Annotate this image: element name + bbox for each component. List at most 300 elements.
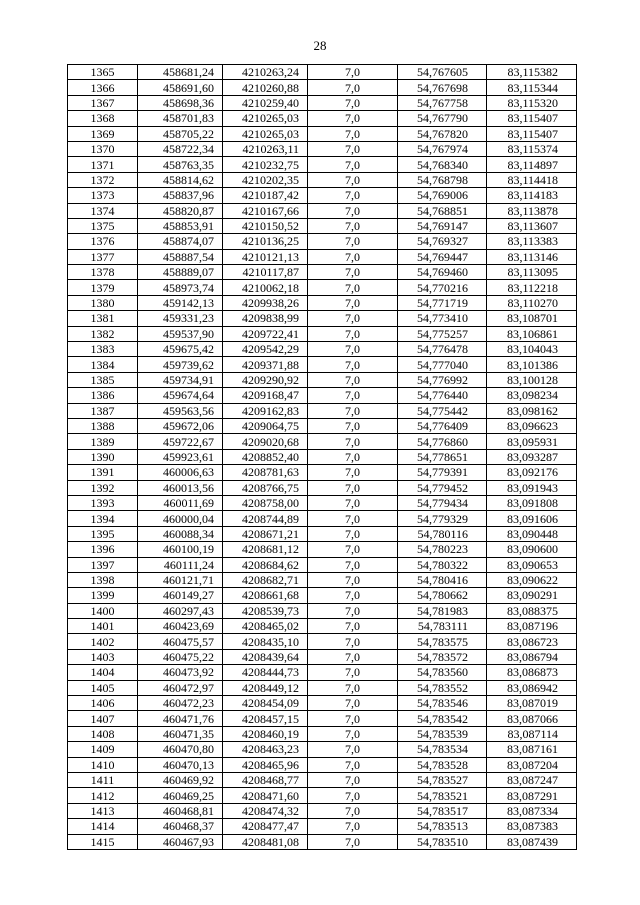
table-row	[68, 480, 577, 495]
latitude-cell: 54,769006	[398, 188, 487, 203]
y-coordinate-cell: 4209162,83	[223, 403, 308, 418]
table-row	[68, 311, 577, 326]
longitude-cell: 83,112218	[487, 280, 577, 295]
latitude-cell: 54,776409	[398, 418, 487, 433]
x-coordinate-cell: 458820,87	[138, 203, 223, 218]
latitude-cell: 54,770216	[398, 280, 487, 295]
value-cell: 7,0	[308, 218, 398, 233]
point-number-cell: 1396	[68, 542, 138, 557]
x-coordinate-cell: 460469,25	[138, 788, 223, 803]
value-cell: 7,0	[308, 603, 398, 618]
table-row	[68, 126, 577, 141]
point-number-cell: 1414	[68, 819, 138, 834]
value-cell: 7,0	[308, 326, 398, 341]
value-cell: 7,0	[308, 372, 398, 387]
table-row	[68, 342, 577, 357]
latitude-cell: 54,783560	[398, 665, 487, 680]
table-row	[68, 526, 577, 541]
table-row	[68, 834, 577, 849]
latitude-cell: 54,779391	[398, 465, 487, 480]
x-coordinate-cell: 459142,13	[138, 295, 223, 310]
latitude-cell: 54,783527	[398, 772, 487, 787]
table-row	[68, 449, 577, 464]
value-cell: 7,0	[308, 357, 398, 372]
y-coordinate-cell: 4209542,29	[223, 342, 308, 357]
y-coordinate-cell: 4208682,71	[223, 572, 308, 587]
table-row	[68, 203, 577, 218]
latitude-cell: 54,767790	[398, 111, 487, 126]
x-coordinate-cell: 459739,62	[138, 357, 223, 372]
table-row	[68, 711, 577, 726]
latitude-cell: 54,779434	[398, 495, 487, 510]
latitude-cell: 54,767974	[398, 141, 487, 156]
table-row	[68, 372, 577, 387]
point-number-cell: 1385	[68, 372, 138, 387]
table-row	[68, 696, 577, 711]
x-coordinate-cell: 460006,63	[138, 465, 223, 480]
point-number-cell: 1374	[68, 203, 138, 218]
point-number-cell: 1380	[68, 295, 138, 310]
longitude-cell: 83,115344	[487, 80, 577, 95]
latitude-cell: 54,768798	[398, 172, 487, 187]
longitude-cell: 83,087161	[487, 742, 577, 757]
y-coordinate-cell: 4208460,19	[223, 726, 308, 741]
y-coordinate-cell: 4208449,12	[223, 680, 308, 695]
x-coordinate-cell: 460100,19	[138, 542, 223, 557]
longitude-cell: 83,087114	[487, 726, 577, 741]
value-cell: 7,0	[308, 403, 398, 418]
table-row	[68, 803, 577, 818]
y-coordinate-cell: 4209722,41	[223, 326, 308, 341]
point-number-cell: 1407	[68, 711, 138, 726]
value-cell: 7,0	[308, 80, 398, 95]
longitude-cell: 83,091808	[487, 495, 577, 510]
longitude-cell: 83,086723	[487, 634, 577, 649]
point-number-cell: 1406	[68, 696, 138, 711]
value-cell: 7,0	[308, 803, 398, 818]
x-coordinate-cell: 458698,36	[138, 95, 223, 110]
table-row	[68, 403, 577, 418]
longitude-cell: 83,106861	[487, 326, 577, 341]
latitude-cell: 54,780223	[398, 542, 487, 557]
y-coordinate-cell: 4209938,26	[223, 295, 308, 310]
table-row	[68, 619, 577, 634]
longitude-cell: 83,113146	[487, 249, 577, 264]
value-cell: 7,0	[308, 311, 398, 326]
value-cell: 7,0	[308, 342, 398, 357]
point-number-cell: 1376	[68, 234, 138, 249]
value-cell: 7,0	[308, 726, 398, 741]
y-coordinate-cell: 4210263,11	[223, 141, 308, 156]
latitude-cell: 54,783539	[398, 726, 487, 741]
x-coordinate-cell: 460468,81	[138, 803, 223, 818]
y-coordinate-cell: 4208463,23	[223, 742, 308, 757]
latitude-cell: 54,769327	[398, 234, 487, 249]
longitude-cell: 83,115407	[487, 126, 577, 141]
x-coordinate-cell: 459537,90	[138, 326, 223, 341]
x-coordinate-cell: 459734,91	[138, 372, 223, 387]
table-row	[68, 634, 577, 649]
latitude-cell: 54,776478	[398, 342, 487, 357]
latitude-cell: 54,783517	[398, 803, 487, 818]
table-row	[68, 95, 577, 110]
latitude-cell: 54,780322	[398, 557, 487, 572]
point-number-cell: 1403	[68, 649, 138, 664]
longitude-cell: 83,090622	[487, 572, 577, 587]
longitude-cell: 83,090291	[487, 588, 577, 603]
latitude-cell: 54,768851	[398, 203, 487, 218]
point-number-cell: 1401	[68, 619, 138, 634]
longitude-cell: 83,113095	[487, 265, 577, 280]
longitude-cell: 83,087439	[487, 834, 577, 849]
table-row	[68, 557, 577, 572]
table-row	[68, 111, 577, 126]
longitude-cell: 83,087334	[487, 803, 577, 818]
latitude-cell: 54,783575	[398, 634, 487, 649]
longitude-cell: 83,087019	[487, 696, 577, 711]
y-coordinate-cell: 4208681,12	[223, 542, 308, 557]
y-coordinate-cell: 4210259,40	[223, 95, 308, 110]
latitude-cell: 54,769447	[398, 249, 487, 264]
point-number-cell: 1383	[68, 342, 138, 357]
y-coordinate-cell: 4208481,08	[223, 834, 308, 849]
y-coordinate-cell: 4210202,35	[223, 172, 308, 187]
y-coordinate-cell: 4208471,60	[223, 788, 308, 803]
point-number-cell: 1411	[68, 772, 138, 787]
y-coordinate-cell: 4209838,99	[223, 311, 308, 326]
point-number-cell: 1387	[68, 403, 138, 418]
latitude-cell: 54,779452	[398, 480, 487, 495]
point-number-cell: 1378	[68, 265, 138, 280]
point-number-cell: 1392	[68, 480, 138, 495]
point-number-cell: 1399	[68, 588, 138, 603]
x-coordinate-cell: 458837,96	[138, 188, 223, 203]
y-coordinate-cell: 4208661,68	[223, 588, 308, 603]
y-coordinate-cell: 4209020,68	[223, 434, 308, 449]
table-row	[68, 188, 577, 203]
x-coordinate-cell: 460013,56	[138, 480, 223, 495]
point-number-cell: 1375	[68, 218, 138, 233]
y-coordinate-cell: 4209290,92	[223, 372, 308, 387]
value-cell: 7,0	[308, 788, 398, 803]
latitude-cell: 54,775442	[398, 403, 487, 418]
y-coordinate-cell: 4210136,25	[223, 234, 308, 249]
y-coordinate-cell: 4208465,02	[223, 619, 308, 634]
table-row	[68, 649, 577, 664]
x-coordinate-cell: 460149,27	[138, 588, 223, 603]
table-row	[68, 249, 577, 264]
y-coordinate-cell: 4210121,13	[223, 249, 308, 264]
value-cell: 7,0	[308, 157, 398, 172]
value-cell: 7,0	[308, 649, 398, 664]
x-coordinate-cell: 460011,69	[138, 495, 223, 510]
longitude-cell: 83,090448	[487, 526, 577, 541]
point-number-cell: 1388	[68, 418, 138, 433]
table-row	[68, 495, 577, 510]
value-cell: 7,0	[308, 511, 398, 526]
point-number-cell: 1368	[68, 111, 138, 126]
x-coordinate-cell: 460000,04	[138, 511, 223, 526]
longitude-cell: 83,115320	[487, 95, 577, 110]
x-coordinate-cell: 458973,74	[138, 280, 223, 295]
x-coordinate-cell: 459923,61	[138, 449, 223, 464]
value-cell: 7,0	[308, 449, 398, 464]
point-number-cell: 1408	[68, 726, 138, 741]
x-coordinate-cell: 460467,93	[138, 834, 223, 849]
point-number-cell: 1384	[68, 357, 138, 372]
longitude-cell: 83,114897	[487, 157, 577, 172]
x-coordinate-cell: 460472,97	[138, 680, 223, 695]
y-coordinate-cell: 4210263,24	[223, 65, 308, 80]
latitude-cell: 54,783528	[398, 757, 487, 772]
table-row	[68, 388, 577, 403]
point-number-cell: 1415	[68, 834, 138, 849]
value-cell: 7,0	[308, 418, 398, 433]
table-row	[68, 418, 577, 433]
value-cell: 7,0	[308, 696, 398, 711]
y-coordinate-cell: 4210260,88	[223, 80, 308, 95]
coordinates-table	[67, 64, 577, 850]
table-row	[68, 819, 577, 834]
longitude-cell: 83,087196	[487, 619, 577, 634]
y-coordinate-cell: 4208781,63	[223, 465, 308, 480]
longitude-cell: 83,098162	[487, 403, 577, 418]
x-coordinate-cell: 458887,54	[138, 249, 223, 264]
value-cell: 7,0	[308, 711, 398, 726]
y-coordinate-cell: 4208444,73	[223, 665, 308, 680]
longitude-cell: 83,087204	[487, 757, 577, 772]
table-body	[68, 65, 577, 850]
point-number-cell: 1398	[68, 572, 138, 587]
longitude-cell: 83,086794	[487, 649, 577, 664]
longitude-cell: 83,092176	[487, 465, 577, 480]
y-coordinate-cell: 4208454,09	[223, 696, 308, 711]
x-coordinate-cell: 459674,64	[138, 388, 223, 403]
longitude-cell: 83,101386	[487, 357, 577, 372]
latitude-cell: 54,783513	[398, 819, 487, 834]
latitude-cell: 54,767758	[398, 95, 487, 110]
longitude-cell: 83,091943	[487, 480, 577, 495]
value-cell: 7,0	[308, 542, 398, 557]
point-number-cell: 1394	[68, 511, 138, 526]
y-coordinate-cell: 4210232,75	[223, 157, 308, 172]
x-coordinate-cell: 460470,13	[138, 757, 223, 772]
table-row	[68, 326, 577, 341]
longitude-cell: 83,113878	[487, 203, 577, 218]
y-coordinate-cell: 4210265,03	[223, 111, 308, 126]
value-cell: 7,0	[308, 203, 398, 218]
latitude-cell: 54,783521	[398, 788, 487, 803]
point-number-cell: 1372	[68, 172, 138, 187]
point-number-cell: 1369	[68, 126, 138, 141]
latitude-cell: 54,767605	[398, 65, 487, 80]
y-coordinate-cell: 4208766,75	[223, 480, 308, 495]
y-coordinate-cell: 4210187,42	[223, 188, 308, 203]
x-coordinate-cell: 458691,60	[138, 80, 223, 95]
value-cell: 7,0	[308, 111, 398, 126]
x-coordinate-cell: 460475,22	[138, 649, 223, 664]
table-row	[68, 265, 577, 280]
x-coordinate-cell: 460470,80	[138, 742, 223, 757]
x-coordinate-cell: 458722,34	[138, 141, 223, 156]
longitude-cell: 83,087066	[487, 711, 577, 726]
longitude-cell: 83,091606	[487, 511, 577, 526]
point-number-cell: 1393	[68, 495, 138, 510]
y-coordinate-cell: 4208439,64	[223, 649, 308, 664]
table-row	[68, 80, 577, 95]
value-cell: 7,0	[308, 234, 398, 249]
point-number-cell: 1409	[68, 742, 138, 757]
x-coordinate-cell: 460473,92	[138, 665, 223, 680]
latitude-cell: 54,780116	[398, 526, 487, 541]
longitude-cell: 83,093287	[487, 449, 577, 464]
table-row	[68, 172, 577, 187]
value-cell: 7,0	[308, 95, 398, 110]
longitude-cell: 83,113607	[487, 218, 577, 233]
value-cell: 7,0	[308, 434, 398, 449]
value-cell: 7,0	[308, 388, 398, 403]
value-cell: 7,0	[308, 557, 398, 572]
longitude-cell: 83,086873	[487, 665, 577, 680]
x-coordinate-cell: 458853,91	[138, 218, 223, 233]
y-coordinate-cell: 4208474,32	[223, 803, 308, 818]
longitude-cell: 83,086942	[487, 680, 577, 695]
latitude-cell: 54,783572	[398, 649, 487, 664]
longitude-cell: 83,098234	[487, 388, 577, 403]
point-number-cell: 1389	[68, 434, 138, 449]
y-coordinate-cell: 4210167,66	[223, 203, 308, 218]
x-coordinate-cell: 459563,56	[138, 403, 223, 418]
table-row	[68, 665, 577, 680]
value-cell: 7,0	[308, 65, 398, 80]
value-cell: 7,0	[308, 819, 398, 834]
point-number-cell: 1367	[68, 95, 138, 110]
value-cell: 7,0	[308, 141, 398, 156]
table-row	[68, 788, 577, 803]
point-number-cell: 1413	[68, 803, 138, 818]
y-coordinate-cell: 4208477,47	[223, 819, 308, 834]
table-row	[68, 65, 577, 80]
y-coordinate-cell: 4209064,75	[223, 418, 308, 433]
x-coordinate-cell: 458889,07	[138, 265, 223, 280]
value-cell: 7,0	[308, 619, 398, 634]
x-coordinate-cell: 459675,42	[138, 342, 223, 357]
x-coordinate-cell: 460471,76	[138, 711, 223, 726]
latitude-cell: 54,776440	[398, 388, 487, 403]
latitude-cell: 54,779329	[398, 511, 487, 526]
latitude-cell: 54,767820	[398, 126, 487, 141]
latitude-cell: 54,783546	[398, 696, 487, 711]
table-row	[68, 141, 577, 156]
value-cell: 7,0	[308, 188, 398, 203]
x-coordinate-cell: 458705,22	[138, 126, 223, 141]
latitude-cell: 54,783552	[398, 680, 487, 695]
table-row	[68, 357, 577, 372]
y-coordinate-cell: 4208468,77	[223, 772, 308, 787]
value-cell: 7,0	[308, 280, 398, 295]
latitude-cell: 54,780662	[398, 588, 487, 603]
table-row	[68, 603, 577, 618]
x-coordinate-cell: 460121,71	[138, 572, 223, 587]
longitude-cell: 83,104043	[487, 342, 577, 357]
point-number-cell: 1370	[68, 141, 138, 156]
y-coordinate-cell: 4209168,47	[223, 388, 308, 403]
point-number-cell: 1386	[68, 388, 138, 403]
latitude-cell: 54,778651	[398, 449, 487, 464]
point-number-cell: 1391	[68, 465, 138, 480]
longitude-cell: 83,087291	[487, 788, 577, 803]
point-number-cell: 1397	[68, 557, 138, 572]
x-coordinate-cell: 459672,06	[138, 418, 223, 433]
point-number-cell: 1377	[68, 249, 138, 264]
y-coordinate-cell: 4208758,00	[223, 495, 308, 510]
point-number-cell: 1402	[68, 634, 138, 649]
point-number-cell: 1410	[68, 757, 138, 772]
table-row	[68, 757, 577, 772]
value-cell: 7,0	[308, 172, 398, 187]
latitude-cell: 54,773410	[398, 311, 487, 326]
x-coordinate-cell: 460423,69	[138, 619, 223, 634]
value-cell: 7,0	[308, 772, 398, 787]
value-cell: 7,0	[308, 680, 398, 695]
table-row	[68, 680, 577, 695]
table-row	[68, 511, 577, 526]
longitude-cell: 83,115407	[487, 111, 577, 126]
value-cell: 7,0	[308, 742, 398, 757]
x-coordinate-cell: 460471,35	[138, 726, 223, 741]
value-cell: 7,0	[308, 572, 398, 587]
x-coordinate-cell: 459331,23	[138, 311, 223, 326]
table-row	[68, 218, 577, 233]
table-row	[68, 742, 577, 757]
point-number-cell: 1373	[68, 188, 138, 203]
latitude-cell: 54,767698	[398, 80, 487, 95]
latitude-cell: 54,777040	[398, 357, 487, 372]
x-coordinate-cell: 460472,23	[138, 696, 223, 711]
value-cell: 7,0	[308, 834, 398, 849]
x-coordinate-cell: 460469,92	[138, 772, 223, 787]
table-row	[68, 295, 577, 310]
latitude-cell: 54,775257	[398, 326, 487, 341]
value-cell: 7,0	[308, 634, 398, 649]
point-number-cell: 1395	[68, 526, 138, 541]
table-row	[68, 434, 577, 449]
y-coordinate-cell: 4208852,40	[223, 449, 308, 464]
latitude-cell: 54,783542	[398, 711, 487, 726]
table-row	[68, 157, 577, 172]
point-number-cell: 1400	[68, 603, 138, 618]
longitude-cell: 83,110270	[487, 295, 577, 310]
x-coordinate-cell: 460297,43	[138, 603, 223, 618]
table-row	[68, 465, 577, 480]
y-coordinate-cell: 4208671,21	[223, 526, 308, 541]
table-row	[68, 588, 577, 603]
latitude-cell: 54,771719	[398, 295, 487, 310]
point-number-cell: 1412	[68, 788, 138, 803]
y-coordinate-cell: 4209371,88	[223, 357, 308, 372]
y-coordinate-cell: 4210062,18	[223, 280, 308, 295]
table-row	[68, 572, 577, 587]
point-number-cell: 1366	[68, 80, 138, 95]
y-coordinate-cell: 4208457,15	[223, 711, 308, 726]
latitude-cell: 54,783111	[398, 619, 487, 634]
value-cell: 7,0	[308, 295, 398, 310]
longitude-cell: 83,088375	[487, 603, 577, 618]
value-cell: 7,0	[308, 249, 398, 264]
value-cell: 7,0	[308, 465, 398, 480]
x-coordinate-cell: 460111,24	[138, 557, 223, 572]
longitude-cell: 83,096623	[487, 418, 577, 433]
